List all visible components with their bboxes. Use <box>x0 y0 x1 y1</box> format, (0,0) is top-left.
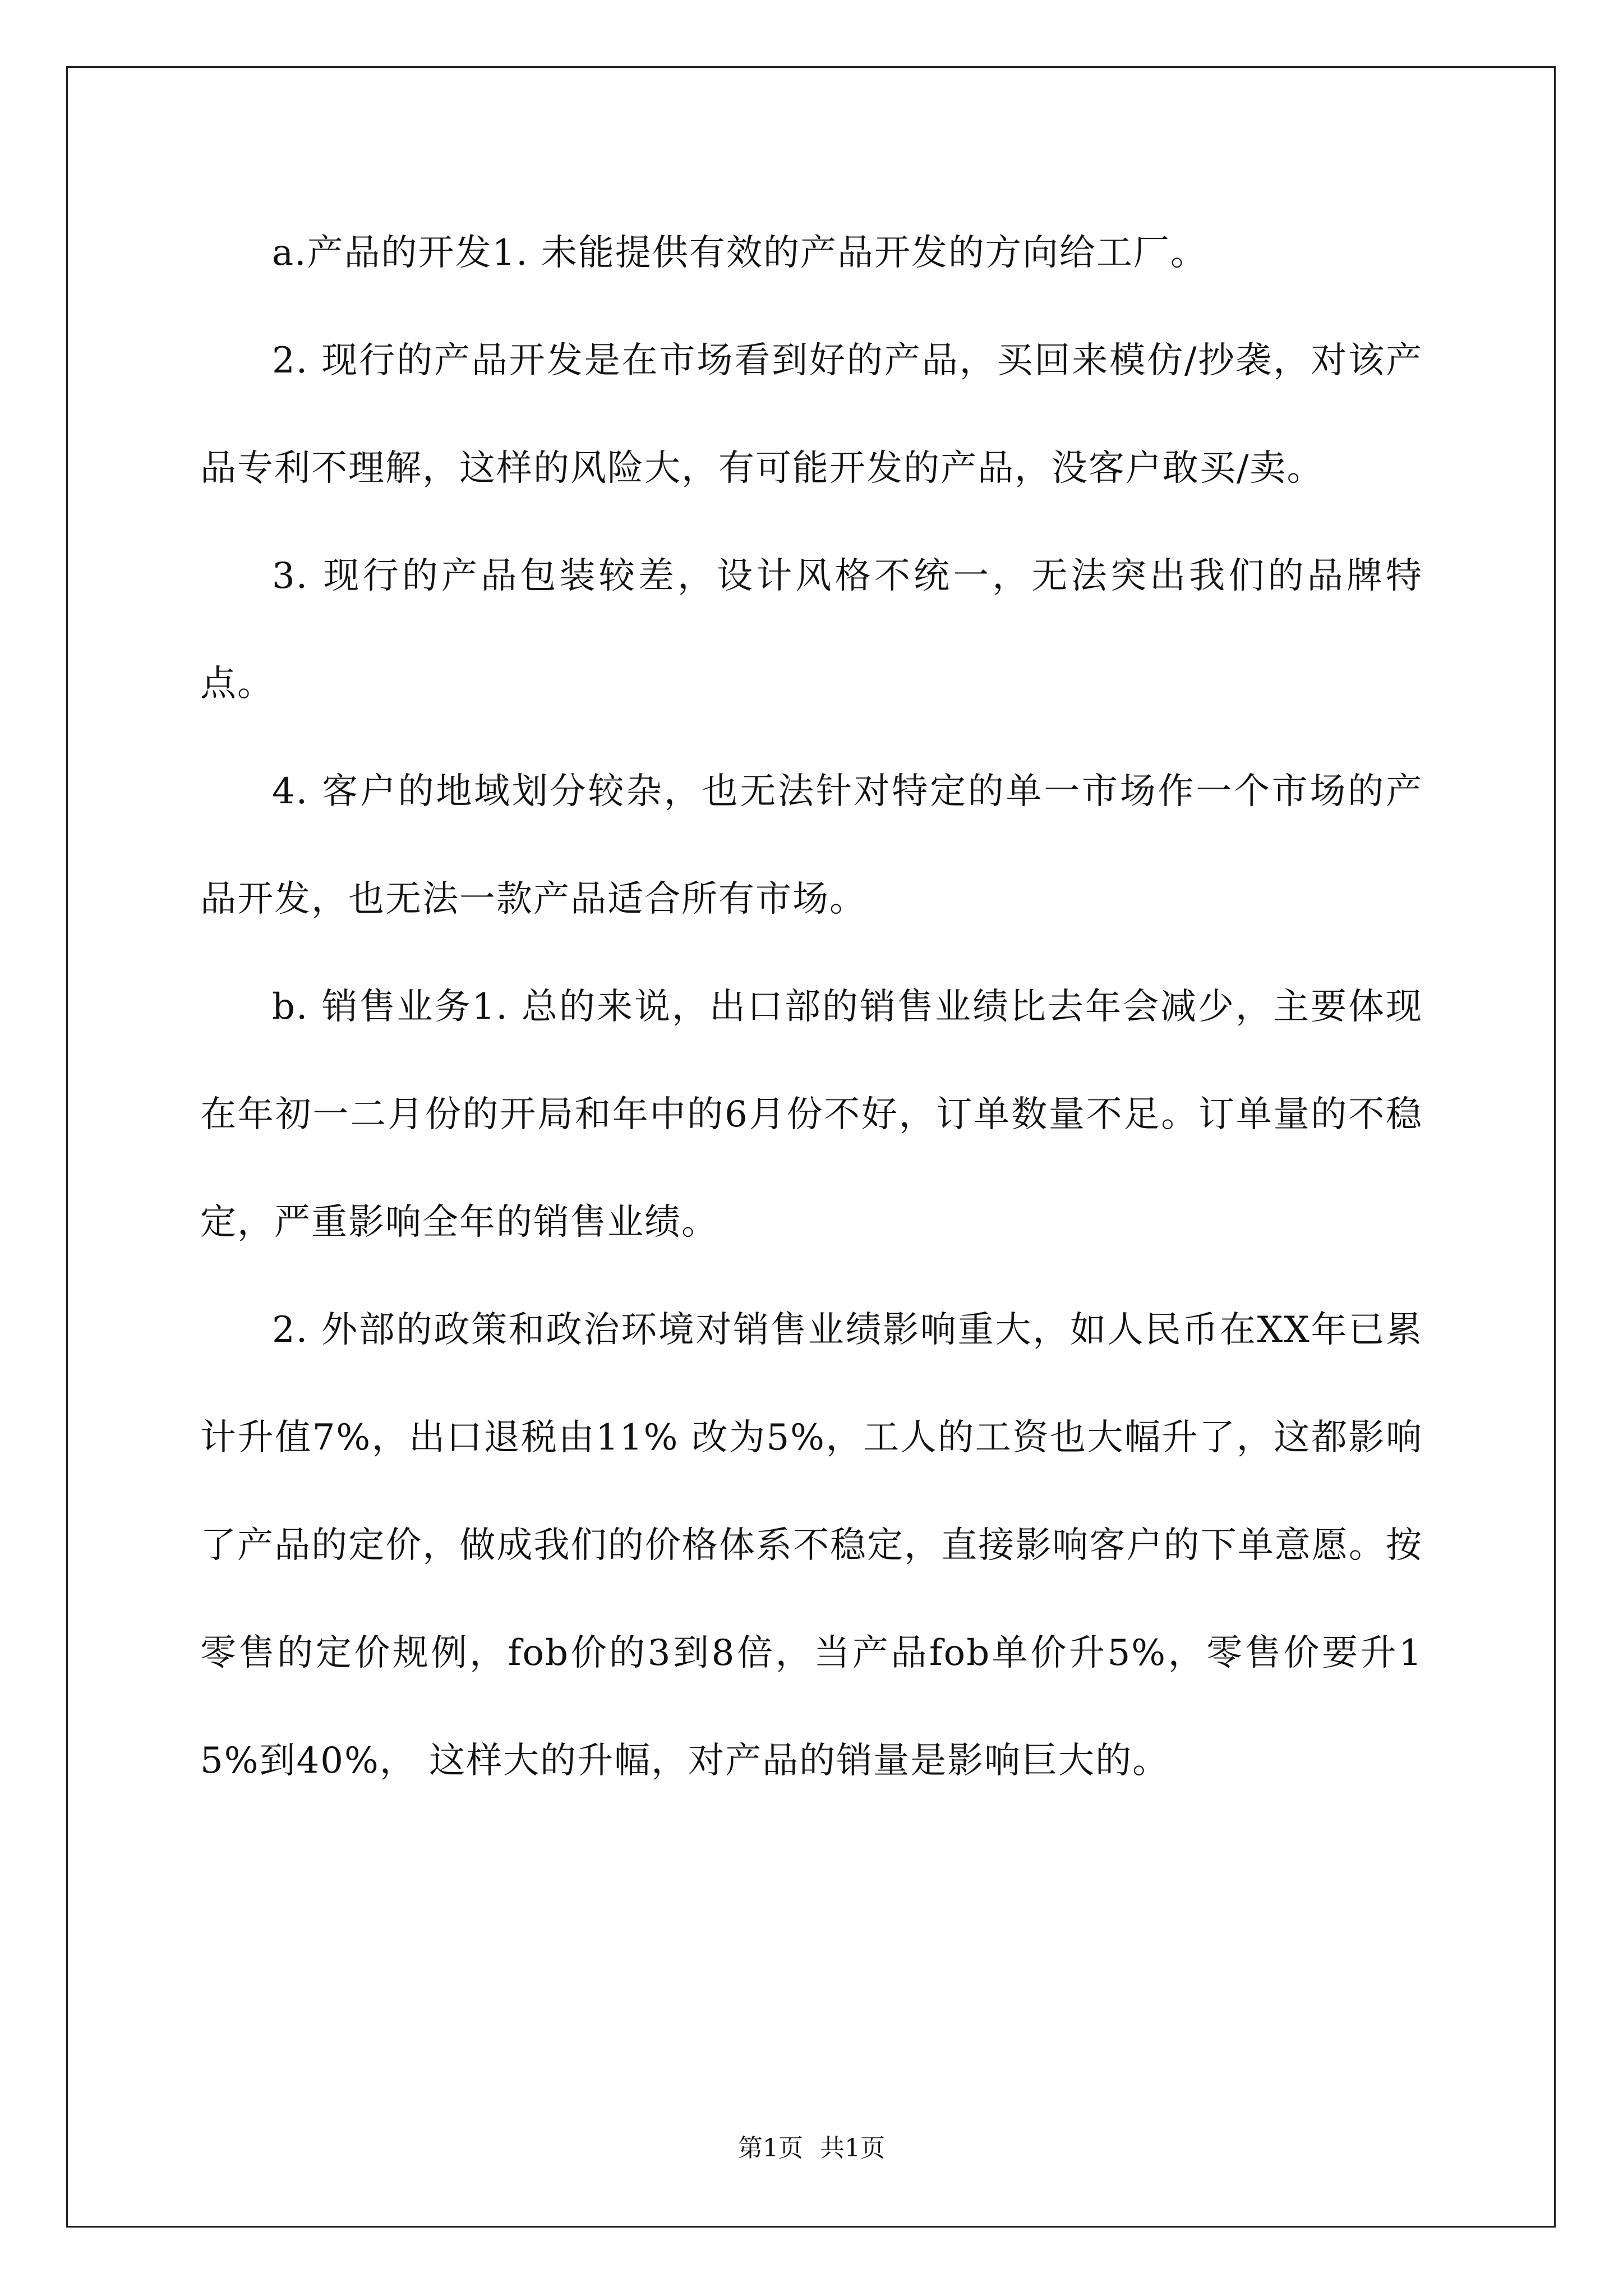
document-body <box>200 199 1423 1815</box>
paragraph-1: a.产品的开发1. 未能提供有效的产品开发的方向给工厂。 <box>272 232 1207 274</box>
page-footer <box>0 2132 1623 2165</box>
paragraph-5: b. 销售业务1. 总的来说，出口部的销售业绩比去年会减少，主要体现在年初一二月份的开局和年中的6月份不好，订单数量不足。订单量的不稳定，严重影响全年的销售业绩。 <box>200 986 1423 1243</box>
paragraph-3: 3. 现行的产品包装较差，设计风格不统一，无法突出我们的品牌特点。 <box>200 555 1423 705</box>
paragraph-4: 4. 客户的地域划分较杂，也无法针对特定的单一市场作一个市场的产品开发，也无法一款产品适合所有市场。 <box>200 771 1423 920</box>
paragraph-6: 2. 外部的政策和政治环境对销售业绩影响重大，如人民币在XX年已累计升值7%，出口退税由11% 改为5%，工人的工资也大幅升了，这都影响了产品的定价，做成我们的价格体系不稳定，直接影响客户的下单意愿。按零售的定价规例，fob价的3到8倍，当产品fob单价升5%，零售价要升15%到40%， 这样大的升幅，对产品的销量是影响巨大的。 <box>200 1309 1423 1782</box>
paragraph-2: 2. 现行的产品开发是在市场看到好的产品，买回来模仿/抄袭，对该产品专利不理解，这样的风险大，有可能开发的产品，没客户敢买/卖。 <box>200 340 1423 489</box>
page-number-total: 共1页 <box>820 2134 885 2162</box>
page-number-current: 第1页 <box>738 2134 803 2162</box>
